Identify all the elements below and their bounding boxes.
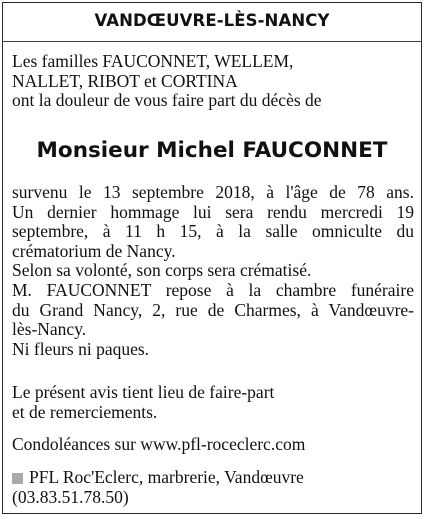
gray-square-icon [12,473,23,484]
body-line: septembre, à 11 h 15, à la salle omniculte du [12,221,414,242]
closing-line: et de remerciements. [12,401,158,422]
funeral-home-name: PFL Roc'Eclerc, marbrerie, Vandœuvre [29,467,304,487]
closing-note [12,383,414,422]
condolences-line: Condoléances sur www.pfl-roceclerc.com [12,434,306,454]
funeral-home-line [12,468,414,488]
intro-line: ont la douleur de vous faire part du décès de [12,90,322,111]
funeral-home [12,468,414,507]
closing-line: Le présent avis tient lieu de faire-part [12,382,275,402]
body-line: lès-Nancy. [12,319,87,340]
notice-body [12,183,414,359]
body-line: Ni fleurs ni paques. [12,338,150,359]
body-line: crématorium de Nancy. [12,240,176,261]
funeral-home-phone: (03.83.51.78.50) [12,486,129,507]
location-heading: VANDŒUVRE-LÈS-NANCY [94,11,330,30]
family-intro [12,52,414,111]
body-line: du Grand Nancy, 2, rue de Charmes, à Vandœuvre- [12,299,414,320]
body-line: M. FAUCONNET repose à la chambre funéraire [12,279,414,300]
body-line: survenu le 13 septembre 2018, à l'âge de 78 ans. [12,182,414,202]
intro-line: NALLET, RIBOT et CORTINA [12,70,238,91]
deceased-name: Monsieur Michel FAUCONNET [36,138,388,163]
heading-divider [3,41,421,42]
intro-line: Les familles FAUCONNET, WELLEM, [12,51,294,71]
body-line: Selon sa volonté, son corps sera crématisé. [12,260,312,281]
obituary-notice [2,2,422,514]
body-line: Un dernier hommage lui sera rendu mercredi 19 [12,201,414,222]
